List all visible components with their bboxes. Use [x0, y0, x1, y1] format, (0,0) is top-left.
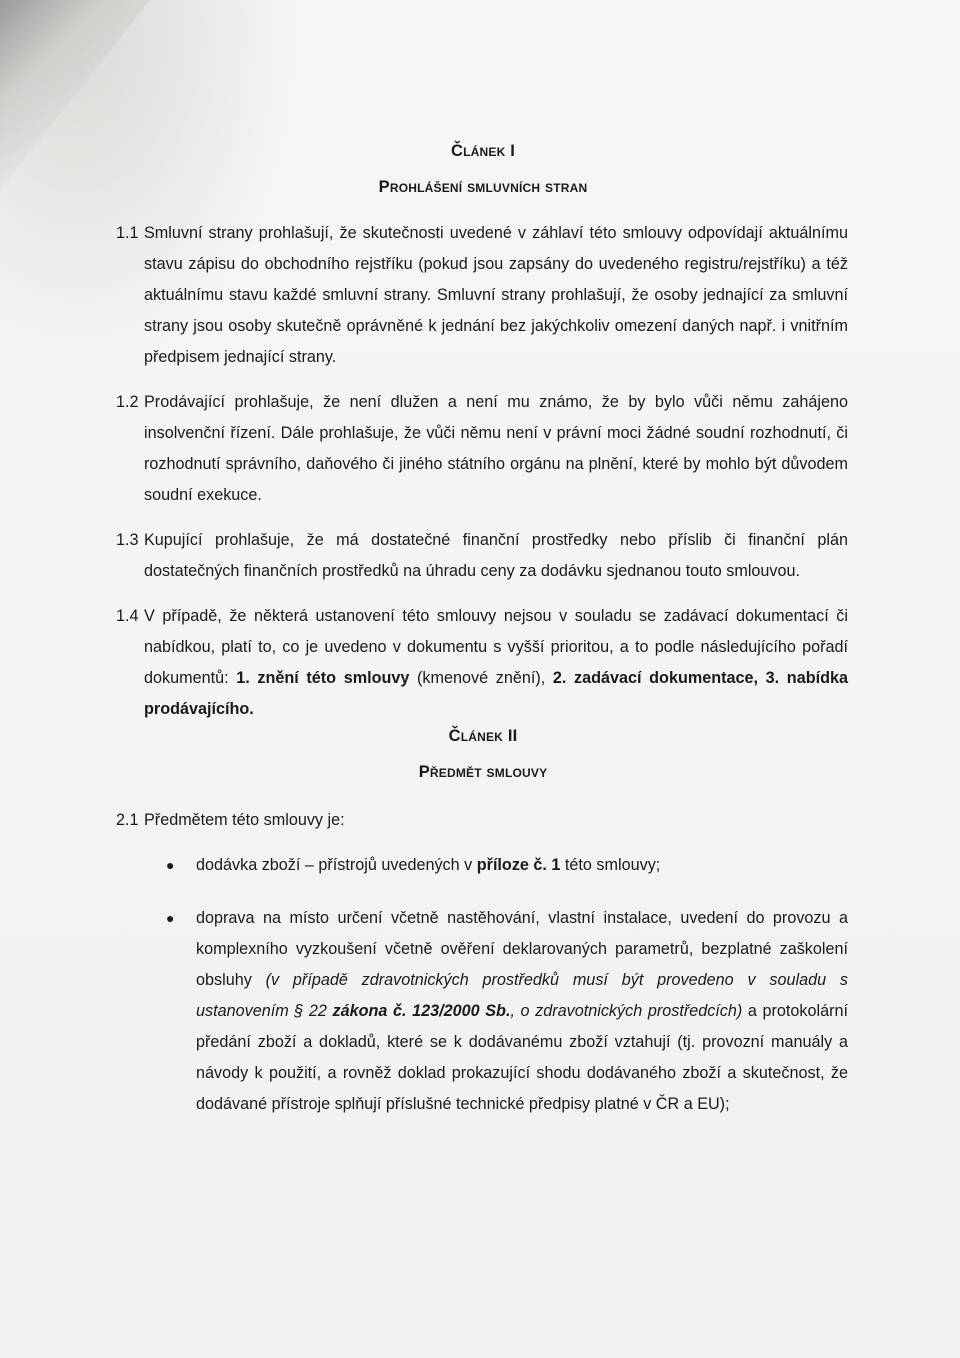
item-text-italic: (v případě zdravotnických prostředků musí být provedeno v souladu s ustanovením § 22 — [196, 971, 848, 1020]
list-item — [166, 850, 848, 881]
item-text-bold: příloze č. 1 — [476, 856, 561, 874]
clause-text: V případě, že některá ustanovení této smlouvy nejsou v souladu se zadávací dokumentací či nabídkou, platí to, co je uvedeno v dokumentu s vyšší prioritou, a to podle následujícího pořadí dokumentů: — [144, 607, 848, 687]
clause-text: Předmětem této smlouvy je: — [144, 811, 345, 829]
clause-number: 1.3 — [116, 531, 139, 549]
item-text: doprava na místo určení včetně nastěhování, vlastní instalace, uvedení do provozu a komplexního vyzkoušení včetně ověření deklarovaných parametrů, bezplatné zaškolení obsluhy — [196, 909, 848, 989]
clause-1-1 — [118, 218, 848, 373]
item-text-italic: , o zdravotnických prostředcích) — [510, 1002, 743, 1020]
article-1-title: Článek I — [450, 142, 516, 160]
clause-text-bold: 2. zadávací dokumentace, 3. nabídka prodávajícího. — [144, 669, 848, 718]
article-2-subtitle: Předmět smlouvy — [418, 763, 548, 781]
clause-text-bold: 1. znění této smlouvy — [236, 669, 410, 687]
clause-1-3 — [118, 525, 848, 587]
list-item — [166, 903, 849, 1120]
clause-text: Smluvní strany prohlašují, že skutečnosti uvedené v záhlaví této smlouvy odpovídají aktuálnímu stavu zápisu do obchodního rejstříku (pokud jsou zapsány do uvedeného registru/rejstříku) a též aktuálnímu stavu každé smluvní strany. Smluvní strany prohlašují, že osoby jednající za smluvní strany jsou osoby skutečně oprávněné k jednání bez jakýchkoliv omezení daných např. i vnitřním předpisem jednající strany. — [144, 224, 848, 366]
item-text: této smlouvy; — [560, 856, 661, 874]
item-text: a protokolární předání zboží a dokladů, které se k dodávanému zboží vztahují (tj. provozní manuály a návody k použití, a rovněž doklad prokazující shodu dodávaného zboží a skutečnost, že dodávané přístroje splňují příslušné technické předpisy platné v ČR a EU); — [196, 1002, 849, 1113]
clause-text: Prodávající prohlašuje, že není dlužen a není mu známo, že by bylo vůči němu zahájeno insolvenční řízení. Dále prohlašuje, že vůči němu není v právní moci žádné soudní rozhodnutí, či rozhodnutí správního, daňového či jiného státního orgánu na plnění, které by mohlo být důvodem soudní exekuce. — [144, 393, 848, 504]
bullet-icon: ● — [166, 910, 175, 926]
clause-number: 1.4 — [116, 607, 139, 625]
clause-2-1 — [118, 805, 848, 836]
subject-list — [118, 850, 848, 1120]
item-text-bold-italic: zákona č. 123/2000 Sb. — [332, 1002, 511, 1020]
clause-text: Kupující prohlašuje, že má dostatečné finanční prostředky nebo příslib či finanční plán dostatečných finančních prostředků na úhradu ceny za dodávku sjednanou touto smlouvou. — [144, 531, 848, 580]
clause-text: (kmenové znění), — [409, 669, 553, 687]
document-content — [118, 140, 848, 1142]
item-text: dodávka zboží – přístrojů uvedených v — [196, 856, 477, 874]
clause-number: 2.1 — [116, 811, 139, 829]
clause-1-2 — [118, 387, 848, 511]
article-1-subtitle: Prohlášení smluvních stran — [378, 178, 588, 196]
clause-number: 1.2 — [116, 393, 139, 411]
clause-1-4 — [118, 601, 848, 725]
clause-number: 1.1 — [116, 224, 139, 242]
bullet-icon: ● — [166, 857, 175, 873]
article-2-title: Článek II — [448, 727, 518, 745]
